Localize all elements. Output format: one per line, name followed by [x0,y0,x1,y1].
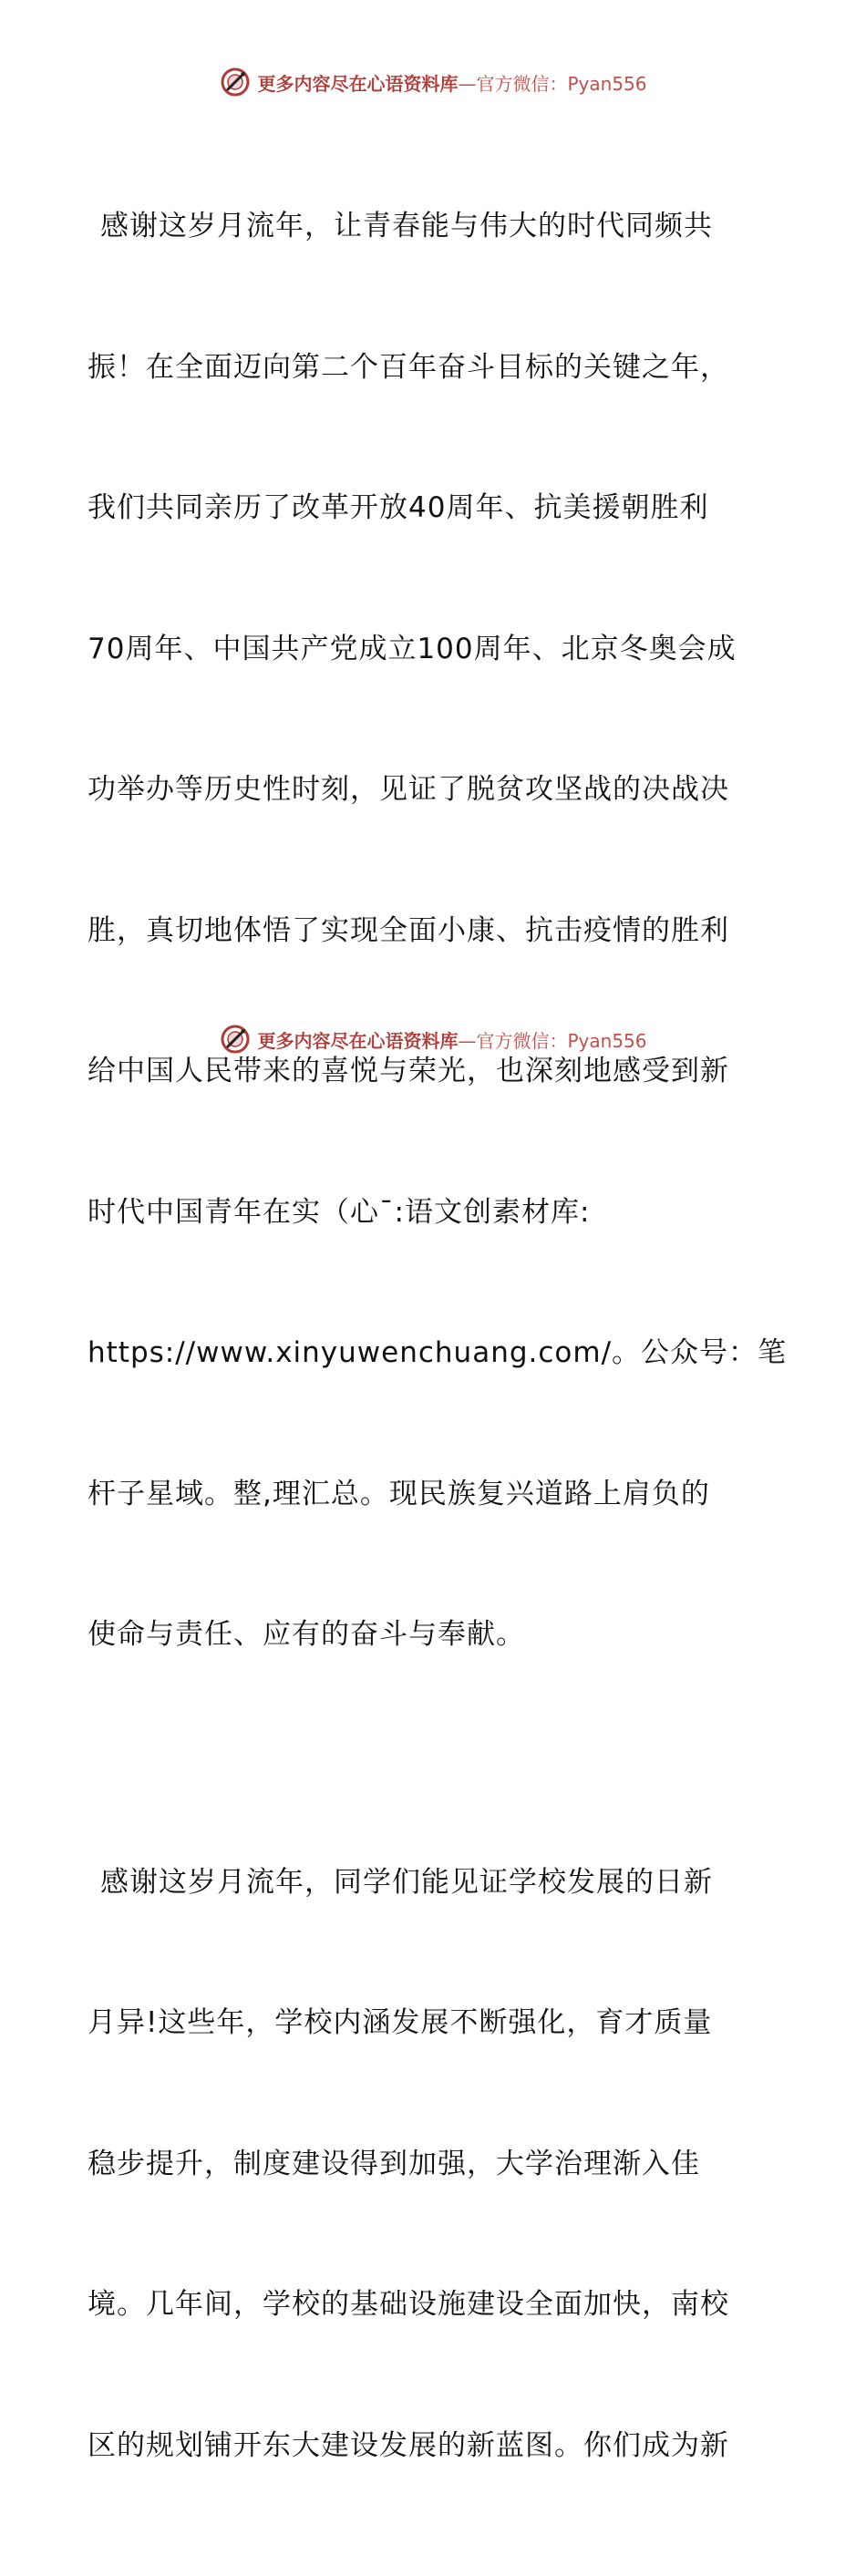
logo-icon [219,1023,252,1056]
text-line: 感谢这岁月流年，让青春能与伟大的时代同频共 [100,210,713,242]
text-line: 我们共同亲历了改革开放40周年、抗美援朝胜利 [88,491,709,524]
text-line: 感谢这岁月流年，同学们能见证学校发展的日新 [100,1865,713,1899]
paragraph-2 [88,1766,780,2564]
text-line: 区的规划铺开东大建设发展的新蓝图。你们成为新 [88,2428,729,2462]
header-brand: 更多内容尽在心语资料库 [257,72,459,95]
text-line: 稳步提升，制度建设得到加强，大学治理渐入佳 [88,2147,700,2180]
footer-dash: — [458,1029,477,1052]
text-line: 杆子星域。整,理汇总。现民族复兴道路上肩负的 [88,1477,710,1510]
text-line: 给中国人民带来的喜悦与荣光，也深刻地感受到新 [88,1055,729,1087]
document-body [88,109,788,2576]
footer-wechat-id: Pyan556 [567,1029,647,1052]
text-line: 功举办等历史性时刻，见证了脱贫攻坚战的决战决 [88,773,729,806]
text-line: 70周年、中国共产党成立100周年、北京冬奥会成 [88,632,737,665]
text-line: 振！在全面迈向第二个百年奋斗目标的关键之年， [88,350,729,384]
text-line: 使命与责任、应有的奋斗与奉献。 [88,1618,525,1651]
header-wechat-label: 官方微信： [476,72,568,95]
paragraph-1 [88,109,788,1753]
footer-banner [0,1021,866,1057]
text-line: 月异!这些年，学校内涵发展不断强化，育才质量 [88,2006,713,2039]
text-line: 时代中国青年在实（心¯:语文创素材库: [88,1195,591,1229]
text-line: 境。几年间，学校的基础设施建设全面加快，南校 [88,2288,729,2321]
footer-text [257,1026,646,1053]
header-dash: — [458,72,477,95]
header-banner [0,64,866,100]
header-wechat-id: Pyan556 [567,72,647,95]
footer-wechat-label: 官方微信： [476,1029,568,1052]
header-text [257,69,646,96]
text-line: 胜，真切地体悟了实现全面小康、抗击疫情的胜利 [88,913,729,947]
text-line: https://www.xinyuwenchuang.com/。公众号：笔 [88,1336,788,1369]
logo-icon [219,66,252,98]
footer-brand: 更多内容尽在心语资料库 [257,1029,459,1052]
